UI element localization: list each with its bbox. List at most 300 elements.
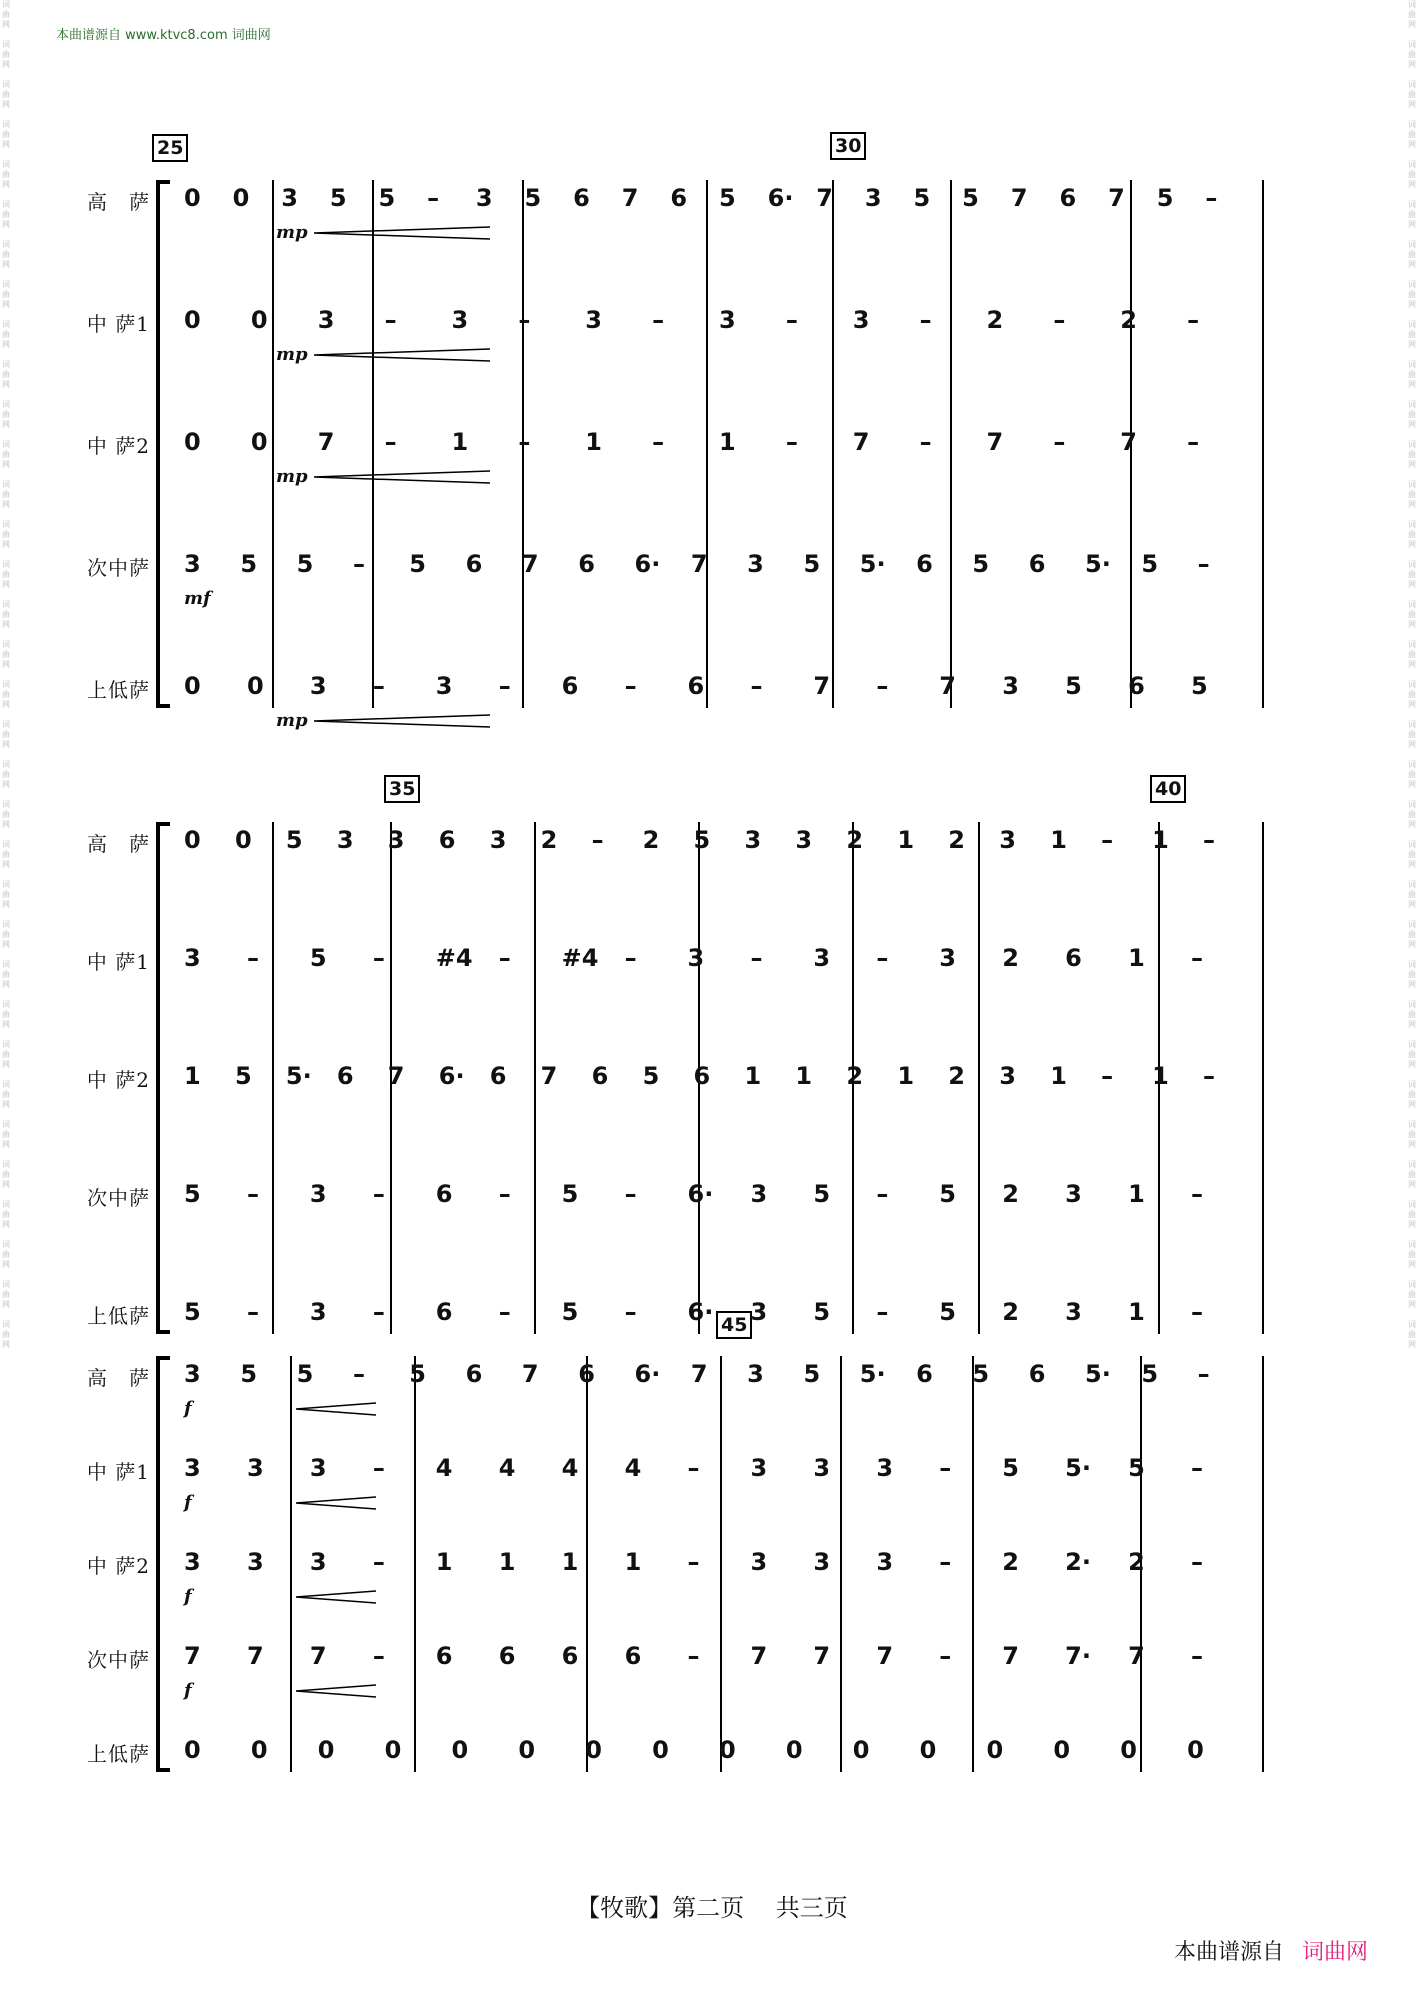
- note: 0: [384, 1736, 402, 1764]
- note: 3: [1065, 1180, 1082, 1208]
- footer-source-label: 本曲谱源自: [1173, 1940, 1284, 1965]
- note: 3: [750, 1298, 768, 1326]
- note: 2: [948, 826, 965, 854]
- note: –: [624, 944, 637, 972]
- note: 7: [816, 184, 833, 212]
- note: 5: [1191, 672, 1208, 700]
- note: 5: [524, 184, 542, 212]
- note: 6: [489, 1062, 507, 1090]
- note: 1: [897, 1062, 915, 1090]
- note: 3: [999, 1062, 1016, 1090]
- bracket-cap-bottom: [156, 704, 170, 708]
- note: 3: [281, 184, 298, 212]
- note: 7: [813, 1642, 831, 1670]
- note: 3: [451, 306, 469, 334]
- note: 5: [939, 1298, 956, 1326]
- note: 1: [451, 428, 469, 456]
- note: 5·: [859, 550, 886, 578]
- note: –: [1187, 306, 1200, 334]
- voice-label: 中 萨1: [86, 1460, 150, 1484]
- measure-number-40: 40: [1150, 775, 1186, 803]
- note: 3: [864, 184, 882, 212]
- note: 5: [184, 1180, 201, 1208]
- note: 5: [1128, 1454, 1145, 1482]
- note: 3: [309, 1548, 327, 1576]
- note: –: [372, 1642, 385, 1670]
- note: –: [246, 1298, 259, 1326]
- barline: [414, 1356, 416, 1772]
- crescendo-hairpin: [314, 470, 490, 484]
- barline: [372, 180, 374, 708]
- note: 5: [972, 1360, 990, 1388]
- note: 5: [813, 1298, 831, 1326]
- note: 7: [690, 1360, 708, 1388]
- note: 3: [852, 306, 870, 334]
- note: 6: [1028, 1360, 1046, 1388]
- note: 5: [409, 550, 426, 578]
- note: 3: [813, 1548, 831, 1576]
- note: 2: [1002, 1548, 1019, 1576]
- note: –: [1191, 944, 1204, 972]
- note: 7: [1002, 1642, 1019, 1670]
- note: 0: [246, 672, 264, 700]
- bracket-cap-top: [156, 1356, 170, 1360]
- system-bracket: [156, 180, 160, 708]
- footer-source: [1174, 1935, 1368, 1966]
- barline: [272, 822, 274, 1334]
- note: –: [1205, 184, 1218, 212]
- note: 2: [1002, 944, 1019, 972]
- note: 5: [378, 184, 396, 212]
- note: 3: [939, 944, 956, 972]
- note: 6·: [438, 1062, 465, 1090]
- barline: [534, 822, 536, 1334]
- note: 1: [498, 1548, 516, 1576]
- voice-label: 中 萨1: [86, 312, 150, 336]
- note: –: [687, 1548, 700, 1576]
- note: 7: [1010, 184, 1028, 212]
- barline: [840, 1356, 842, 1772]
- voice-label: 中 萨1: [86, 950, 150, 974]
- note: –: [919, 306, 932, 334]
- note: 1: [1128, 1180, 1145, 1208]
- voice-label: 上低萨: [87, 1742, 150, 1766]
- note: 0: [652, 1736, 669, 1764]
- note: 6: [465, 1360, 483, 1388]
- note: –: [919, 428, 932, 456]
- note: 3: [585, 306, 602, 334]
- note: 6: [1059, 184, 1077, 212]
- note: 5: [803, 550, 821, 578]
- note: 1: [1128, 944, 1145, 972]
- note: 5: [329, 184, 347, 212]
- note: 3: [184, 1360, 201, 1388]
- note: 5: [913, 184, 931, 212]
- note: 3: [744, 826, 762, 854]
- note: 6·: [687, 1298, 714, 1326]
- note: 1: [795, 1062, 813, 1090]
- voice-label: 中 萨2: [86, 1068, 150, 1092]
- note: 1: [435, 1548, 453, 1576]
- note: 7: [852, 428, 870, 456]
- note: 3: [475, 184, 493, 212]
- note: –: [591, 826, 604, 854]
- note: 7: [986, 428, 1004, 456]
- note: 6: [435, 1298, 453, 1326]
- note: 3: [184, 944, 201, 972]
- note: 3: [747, 550, 764, 578]
- note: –: [498, 672, 511, 700]
- note: 5: [561, 1298, 579, 1326]
- note: 7: [750, 1642, 768, 1670]
- note: 5: [939, 1180, 956, 1208]
- note: 3: [246, 1548, 264, 1576]
- note: 5·: [1085, 550, 1111, 578]
- barline: [972, 1356, 974, 1772]
- note: 5: [296, 550, 314, 578]
- note: –: [372, 944, 385, 972]
- crescendo-hairpin: [296, 1402, 376, 1416]
- barline: [1262, 822, 1264, 1334]
- note: 7: [521, 550, 539, 578]
- note: –: [372, 1454, 385, 1482]
- note: –: [687, 1454, 700, 1482]
- note: 6·: [634, 550, 661, 578]
- note: 3: [719, 306, 736, 334]
- note: 5: [240, 550, 258, 578]
- note: –: [1101, 826, 1114, 854]
- note: 2: [1002, 1180, 1019, 1208]
- note: 7: [813, 672, 831, 700]
- note: 1: [897, 826, 915, 854]
- note: –: [876, 944, 889, 972]
- note: 0: [719, 1736, 736, 1764]
- header-source-note: 本曲谱源自 www.ktvc8.com 词曲网: [56, 28, 271, 43]
- note: 0: [250, 428, 268, 456]
- crescendo-hairpin: [314, 714, 490, 728]
- bracket-cap-bottom: [156, 1330, 170, 1334]
- note: 0: [451, 1736, 469, 1764]
- barline: [290, 1356, 292, 1772]
- note: 4: [561, 1454, 579, 1482]
- note: 5: [285, 826, 303, 854]
- note: 5: [309, 944, 327, 972]
- note: 0: [184, 428, 201, 456]
- note: 6: [1065, 944, 1082, 972]
- note: 6: [578, 1360, 595, 1388]
- measure-number-45: 45: [716, 1311, 752, 1339]
- note: 2: [846, 826, 864, 854]
- note: 3: [813, 944, 831, 972]
- note: –: [1101, 1062, 1114, 1090]
- note: 0: [232, 184, 250, 212]
- bracket-cap-bottom: [156, 1768, 170, 1772]
- note: 7: [521, 1360, 539, 1388]
- note: 3: [309, 1454, 327, 1482]
- note: –: [1203, 1062, 1216, 1090]
- dynamic-marking: mp: [276, 466, 308, 487]
- note: 5: [234, 1062, 252, 1090]
- note: 5: [561, 1180, 579, 1208]
- note: –: [876, 1180, 889, 1208]
- note: –: [384, 428, 397, 456]
- note: 5: [962, 184, 979, 212]
- right-watermark-strip: 词 曲 网 词 曲 网 词 曲 网 词 曲 网 词 曲 网 词 曲 网 词 曲 网 词 曲 网 词 曲 网 词 曲 网 词 曲 网 词 曲 网 词 曲 网 词 曲 网 词 曲 网 词 曲 网 词 曲 网 词 曲 网 词 曲 网 词 曲 网 词 曲 网 词 曲 网 词 曲 网 词 曲 网 词 曲 网 词 曲 网 词 曲 网 词 曲 网 词 曲 网 词 曲 网 词 曲 网 词 曲 网 词 曲 网 词 曲 网: [1408, 0, 1416, 1349]
- note: 1: [744, 1062, 762, 1090]
- note: –: [427, 184, 440, 212]
- note: 6: [498, 1642, 516, 1670]
- note: 7: [309, 1642, 327, 1670]
- dynamic-marking: f: [184, 1680, 192, 1701]
- voice-label: 中 萨2: [86, 1554, 150, 1578]
- note: –: [1053, 428, 1066, 456]
- note: 5: [409, 1360, 426, 1388]
- note: 0: [986, 1736, 1004, 1764]
- barline: [720, 1356, 722, 1772]
- crescendo-hairpin: [296, 1590, 376, 1604]
- note: 1: [719, 428, 736, 456]
- note: 5·: [1085, 1360, 1111, 1388]
- barline: [586, 1356, 588, 1772]
- note: 3: [317, 306, 335, 334]
- note: 5: [1141, 550, 1159, 578]
- note: 5: [803, 1360, 821, 1388]
- note: 0: [184, 672, 201, 700]
- note: 0: [184, 184, 201, 212]
- bracket-cap-top: [156, 822, 170, 826]
- dynamic-marking: mp: [276, 344, 308, 365]
- barline: [950, 180, 952, 708]
- measure-number-30: 30: [830, 132, 866, 160]
- note: –: [518, 306, 531, 334]
- note: 3: [747, 1360, 764, 1388]
- note: 1: [184, 1062, 201, 1090]
- note: 6: [670, 184, 688, 212]
- note: 6: [573, 184, 590, 212]
- barline: [832, 180, 834, 708]
- note: 3: [750, 1454, 768, 1482]
- note: 0: [250, 306, 268, 334]
- note: 2: [986, 306, 1004, 334]
- dynamic-marking: mp: [276, 710, 308, 731]
- voice-label: 高 萨: [87, 832, 150, 856]
- note: 3: [309, 1180, 327, 1208]
- note: 2: [948, 1062, 965, 1090]
- note: 0: [1053, 1736, 1071, 1764]
- note: 3: [387, 826, 405, 854]
- note: #4: [435, 944, 473, 972]
- note: –: [1191, 1298, 1204, 1326]
- note: 2: [1120, 306, 1137, 334]
- note: –: [876, 1298, 889, 1326]
- note: –: [498, 1298, 511, 1326]
- note: 6: [435, 1180, 453, 1208]
- note: 0: [184, 826, 201, 854]
- note: 0: [785, 1736, 803, 1764]
- voice-label: 高 萨: [87, 190, 150, 214]
- note: 3: [795, 826, 813, 854]
- note: 5: [719, 184, 736, 212]
- note: 6: [1028, 550, 1046, 578]
- note: 3: [309, 1298, 327, 1326]
- note: 3: [184, 550, 201, 578]
- voice-label: 上低萨: [87, 678, 150, 702]
- note: 0: [184, 1736, 201, 1764]
- dynamic-marking: f: [184, 1398, 192, 1419]
- note: 0: [250, 1736, 268, 1764]
- note: 2: [846, 1062, 864, 1090]
- voice-label: 上低萨: [87, 1304, 150, 1328]
- note: –: [372, 1180, 385, 1208]
- note: 6: [438, 826, 456, 854]
- note: 1: [1152, 826, 1169, 854]
- note: 5: [693, 826, 711, 854]
- note: 6: [578, 550, 595, 578]
- note: 6: [465, 550, 483, 578]
- note: 3: [489, 826, 507, 854]
- note: 3: [435, 672, 453, 700]
- note: 3: [999, 826, 1016, 854]
- note: –: [652, 428, 665, 456]
- note: –: [624, 1298, 637, 1326]
- note: 6: [916, 1360, 933, 1388]
- note: 5: [1141, 1360, 1159, 1388]
- note: 6: [916, 550, 933, 578]
- note: 7·: [1065, 1642, 1091, 1670]
- note: 6: [561, 1642, 579, 1670]
- note: 0: [1120, 1736, 1137, 1764]
- barline: [978, 822, 980, 1334]
- note: 7: [317, 428, 335, 456]
- note: 1: [1128, 1298, 1145, 1326]
- note: –: [939, 1454, 952, 1482]
- note: –: [750, 672, 763, 700]
- page-footer-title: 【牧歌】第二页 共三页: [576, 1894, 848, 1922]
- note: 7: [690, 550, 708, 578]
- dynamic-marking: f: [184, 1492, 192, 1513]
- note: 6: [693, 1062, 711, 1090]
- note: –: [372, 1298, 385, 1326]
- note: 0: [919, 1736, 937, 1764]
- note: #4: [561, 944, 599, 972]
- note: 3: [876, 1548, 894, 1576]
- note: –: [876, 672, 889, 700]
- note: 6: [687, 672, 705, 700]
- barline: [272, 180, 274, 708]
- voice-label: 次中萨: [87, 1186, 150, 1210]
- system-bracket: [156, 822, 160, 1334]
- system-bracket: [156, 1356, 160, 1772]
- note: 0: [184, 306, 201, 334]
- measure-number-35: 35: [384, 775, 420, 803]
- note: 6: [561, 672, 579, 700]
- note: 2: [1128, 1548, 1145, 1576]
- footer-source-site: 词曲网: [1301, 1940, 1368, 1965]
- note: 7: [184, 1642, 201, 1670]
- note: 5: [813, 1180, 831, 1208]
- note: –: [352, 550, 365, 578]
- note: 0: [317, 1736, 335, 1764]
- barline: [1262, 1356, 1264, 1772]
- note: 5·: [1065, 1454, 1091, 1482]
- note: –: [624, 1180, 637, 1208]
- note: 3: [184, 1454, 201, 1482]
- note: 3: [246, 1454, 264, 1482]
- note: 3: [184, 1548, 201, 1576]
- note: 6·: [687, 1180, 714, 1208]
- measure-number-25: 25: [152, 134, 188, 162]
- note: –: [652, 306, 665, 334]
- note: 2: [642, 826, 660, 854]
- note: –: [1191, 1642, 1204, 1670]
- note: 0: [852, 1736, 870, 1764]
- note: 4: [624, 1454, 642, 1482]
- note: 5: [1065, 672, 1082, 700]
- note: 1: [1050, 826, 1067, 854]
- note: 0: [1187, 1736, 1204, 1764]
- note: –: [750, 944, 763, 972]
- note: 7: [1120, 428, 1137, 456]
- barline: [1262, 180, 1264, 708]
- note: –: [1203, 826, 1216, 854]
- note: 5: [240, 1360, 258, 1388]
- note: 1: [1152, 1062, 1169, 1090]
- note: 5: [972, 550, 990, 578]
- note: –: [1191, 1180, 1204, 1208]
- note: –: [384, 306, 397, 334]
- note: –: [372, 672, 385, 700]
- note: 1: [624, 1548, 642, 1576]
- note: 5: [296, 1360, 314, 1388]
- note: –: [785, 306, 798, 334]
- note: 5: [1156, 184, 1174, 212]
- note: 3: [1002, 672, 1019, 700]
- crescendo-hairpin: [314, 226, 490, 240]
- note: 0: [234, 826, 252, 854]
- note: 3: [1065, 1298, 1082, 1326]
- note: –: [246, 944, 259, 972]
- note: 5: [184, 1298, 201, 1326]
- voice-label: 中 萨2: [86, 434, 150, 458]
- note: 1: [561, 1548, 579, 1576]
- note: 3: [813, 1454, 831, 1482]
- note: 6·: [634, 1360, 661, 1388]
- voice-label: 次中萨: [87, 556, 150, 580]
- note: 3: [336, 826, 354, 854]
- note: –: [372, 1548, 385, 1576]
- note: 7: [246, 1642, 264, 1670]
- note: 7: [1128, 1642, 1145, 1670]
- crescendo-hairpin: [314, 348, 490, 362]
- note: 4: [498, 1454, 516, 1482]
- note: –: [498, 944, 511, 972]
- left-watermark-strip: 词 曲 网 词 曲 网 词 曲 网 词 曲 网 词 曲 网 词 曲 网 词 曲 网 词 曲 网 词 曲 网 词 曲 网 词 曲 网 词 曲 网 词 曲 网 词 曲 网 词 曲 网 词 曲 网 词 曲 网 词 曲 网 词 曲 网 词 曲 网 词 曲 网 词 曲 网 词 曲 网 词 曲 网 词 曲 网 词 曲 网 词 曲 网 词 曲 网 词 曲 网 词 曲 网 词 曲 网 词 曲 网 词 曲 网 词 曲 网: [2, 0, 10, 1349]
- note: 6·: [767, 184, 794, 212]
- note: 7: [939, 672, 956, 700]
- note: 6: [591, 1062, 609, 1090]
- note: –: [624, 672, 637, 700]
- voice-label: 次中萨: [87, 1648, 150, 1672]
- note: 2: [540, 826, 558, 854]
- note: 3: [750, 1548, 768, 1576]
- dynamic-marking: mf: [184, 588, 211, 609]
- barline: [706, 180, 708, 708]
- note: 2: [1002, 1298, 1019, 1326]
- note: 3: [876, 1454, 894, 1482]
- note: –: [1191, 1548, 1204, 1576]
- note: 3: [750, 1180, 768, 1208]
- note: 5·: [285, 1062, 312, 1090]
